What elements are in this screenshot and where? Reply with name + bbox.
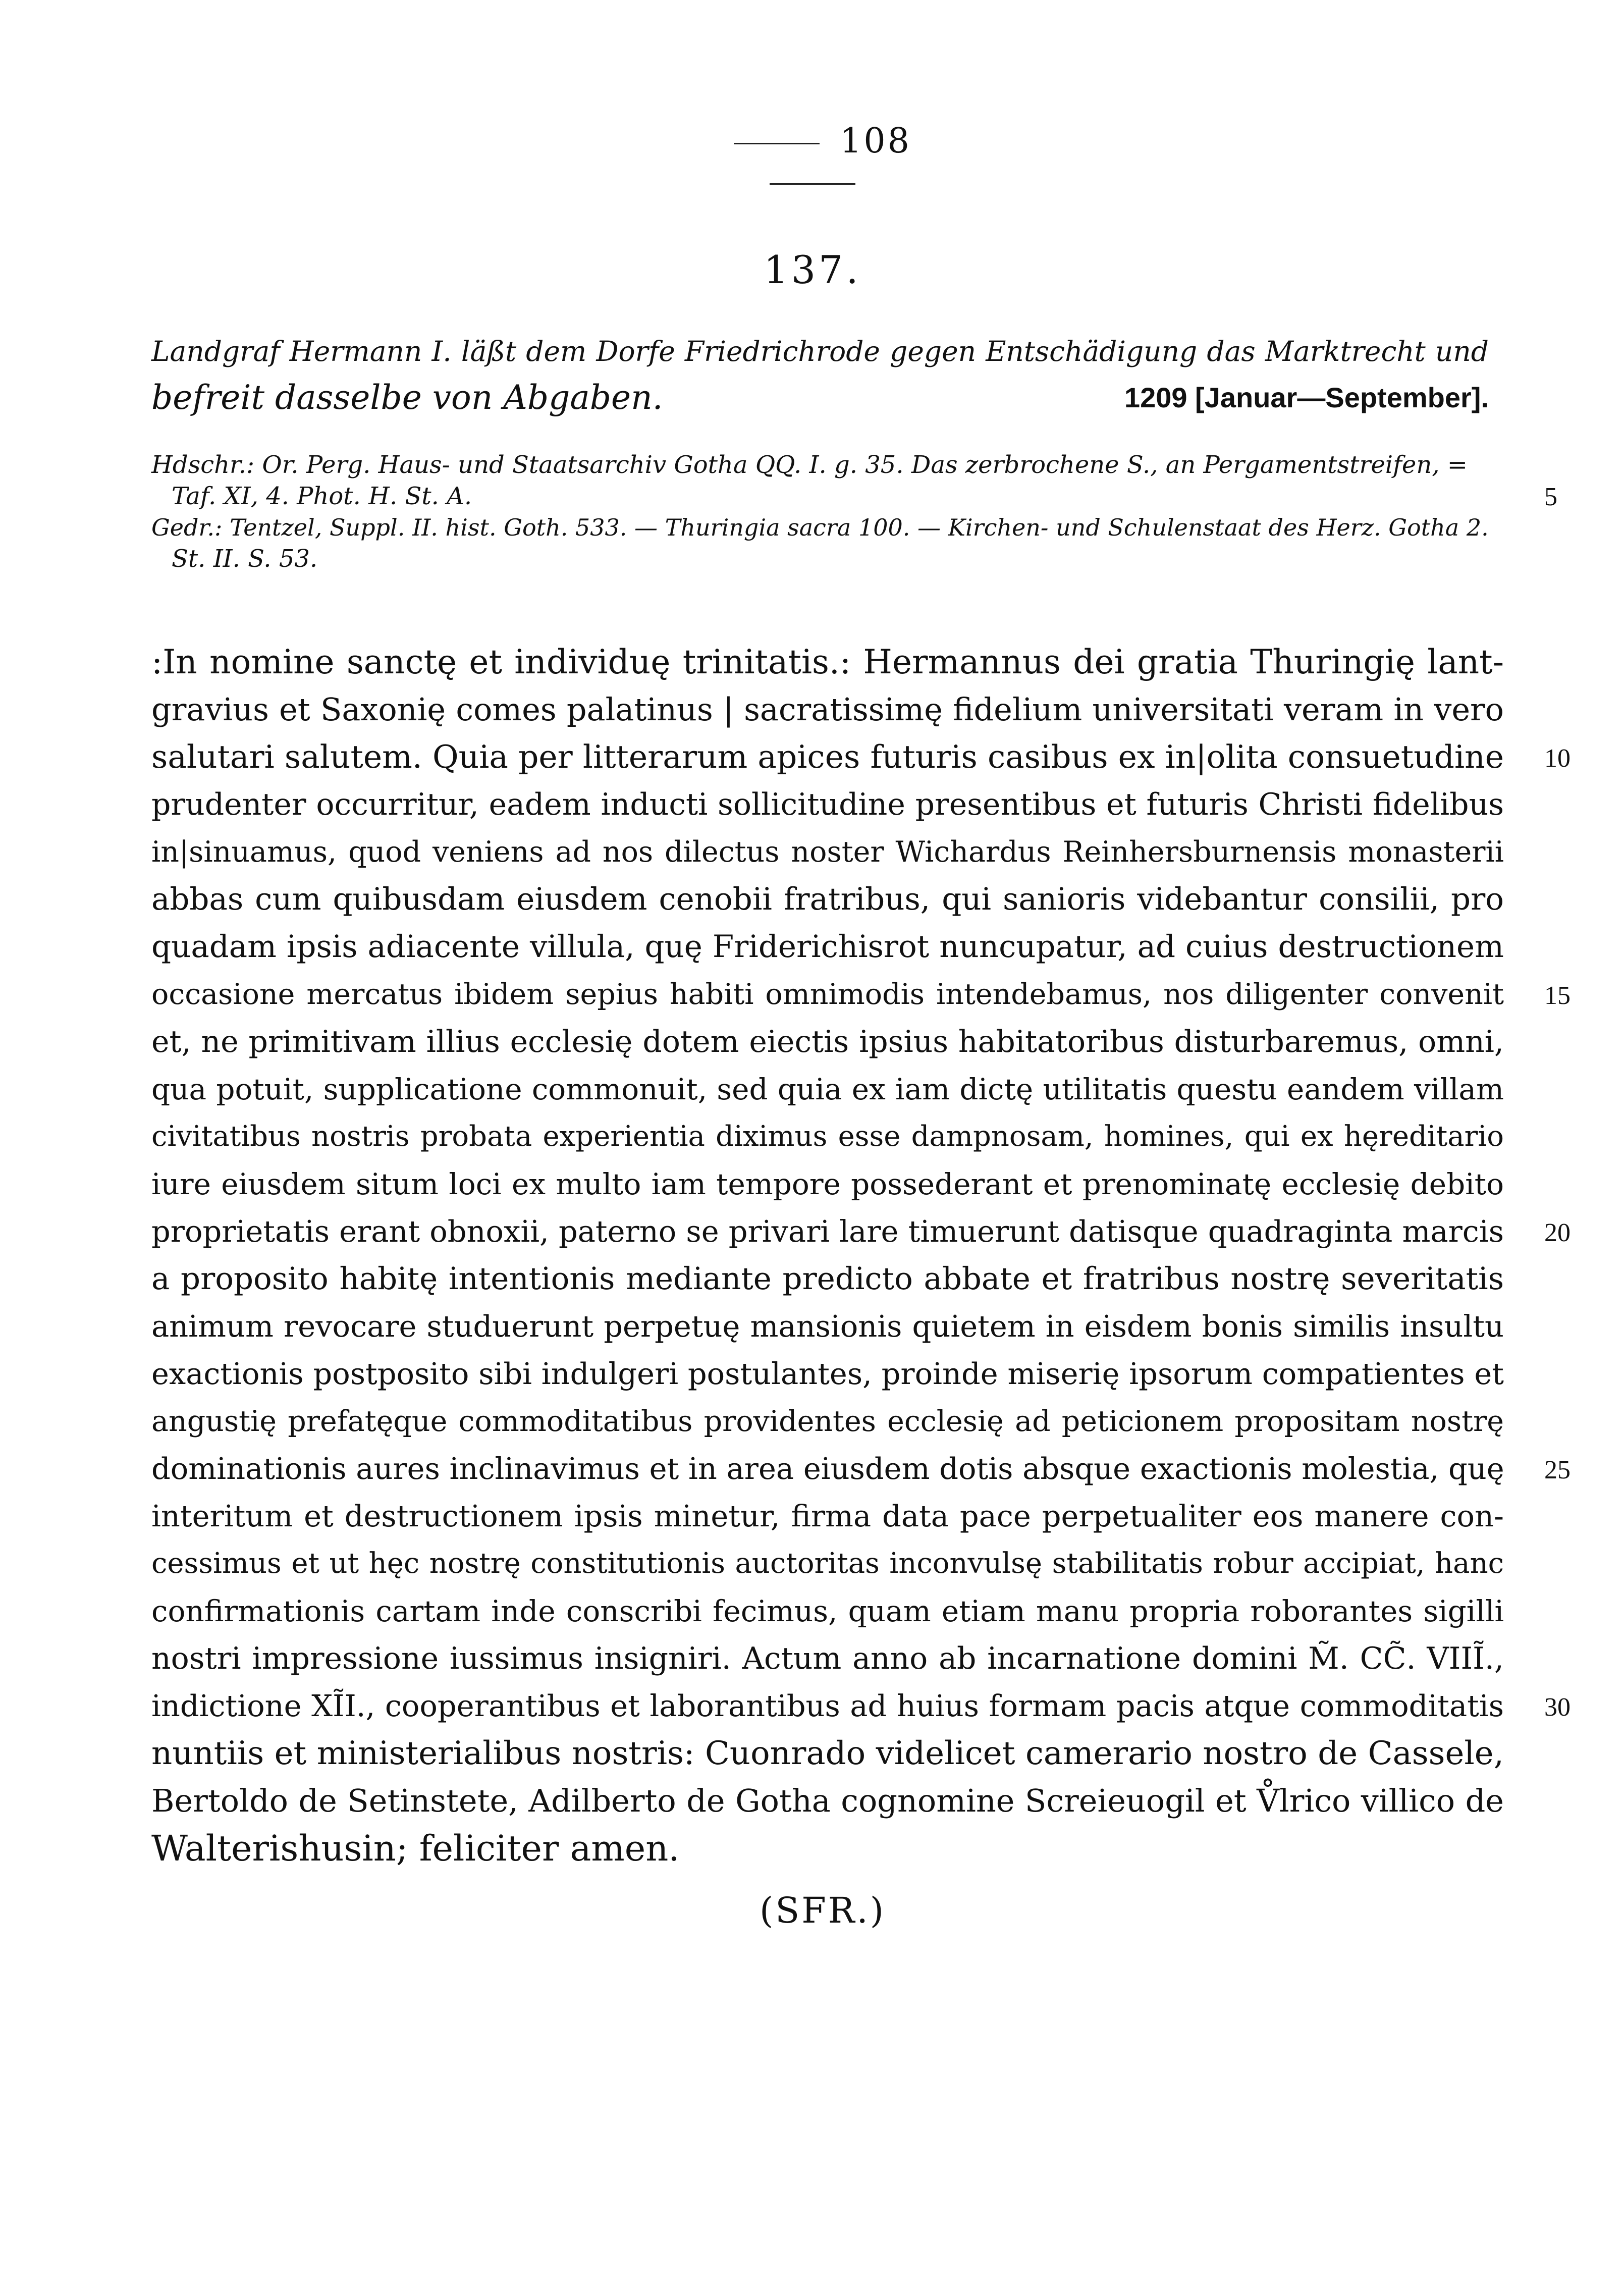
text-line: angustię prefatęque commoditatibus providentes ecclesię ad peticionem propositam nostrę [151, 1405, 1504, 1438]
text-line: confirmationis cartam inde conscribi fecimus, quam etiam manu propria roborantes sigilli [151, 1594, 1504, 1628]
text-line: a proposito habitę intentionis mediante predicto abbate et fratribus nostrę severitatis [151, 1261, 1504, 1297]
page-number: 108 [840, 121, 911, 161]
seal-note: (SFR.) [759, 1890, 886, 1931]
regest-line-2: befreit dasselbe von Abgaben. [151, 378, 663, 417]
text-line: proprietatis erant obnoxii, paterno se privari lare timuerunt datisque quadraginta marcis [151, 1214, 1504, 1249]
text-line: gravius et Saxonię comes palatinus | sacratissimę fidelium universitati veram in vero [151, 691, 1504, 728]
line-number-20: 20 [1544, 1218, 1571, 1247]
text-line: prudenter occurritur, eadem inducti sollicitudine presentibus et futuris Christi fidelibus [151, 787, 1504, 822]
header-rule-left [734, 143, 820, 144]
text-line: Bertoldo de Setinstete, Adilberto de Gotha cognomine Screieuogil et V̊lrico villico de [151, 1782, 1504, 1819]
note-line: Taf. XI, 4. Phot. H. St. A. [172, 482, 472, 510]
line-number-15: 15 [1544, 981, 1571, 1010]
header-rule-right [770, 183, 855, 185]
text-line: quadam ipsis adiacente villula, quę Friderichisrot nuncupatur, ad cuius destructionem [151, 929, 1504, 965]
text-line: dominationis aures inclinavimus et in area eiusdem dotis absque exactionis molestia, quę [151, 1451, 1504, 1486]
regest-line-1: Landgraf Hermann I. läßt dem Dorfe Friedrichrode gegen Entschädigung das Marktrecht und [151, 335, 1489, 367]
text-line: cessimus et ut hęc nostrę constitutionis auctoritas inconvulsę stabilitatis robur accipiat, hanc [151, 1547, 1504, 1580]
text-line: :In nomine sanctę et individuę trinitatis.: Hermannus dei gratia Thuringię lant- [151, 643, 1504, 681]
text-line: salutari salutem. Quia per litterarum apices futuris casibus ex in|olita consuetudine [151, 738, 1504, 775]
text-line: exactionis postposito sibi indulgeri postulantes, proinde miserię ipsorum compatientes et [151, 1356, 1504, 1391]
line-number-25: 25 [1544, 1456, 1571, 1484]
text-line: in|sinuamus, quod veniens ad nos dilectus noster Wichardus Reinhersburnensis monasterii [151, 835, 1504, 869]
page-number-header [656, 121, 969, 202]
note-line: St. II. S. 53. [172, 545, 318, 573]
line-number-5: 5 [1544, 483, 1557, 511]
document-date: 1209 [Januar—September]. [1124, 382, 1489, 413]
text-line: iure eiusdem situm loci ex multo iam tempore possederant et prenominatę ecclesię debito [151, 1167, 1504, 1201]
text-line: interitum et destructionem ipsis minetur, firma data pace perpetualiter eos manere con- [151, 1499, 1504, 1533]
line-number-10: 10 [1544, 744, 1571, 773]
text-line: qua potuit, supplicatione commonuit, sed quia ex iam dictę utilitatis questu eandem villam [151, 1072, 1504, 1106]
text-line: occasione mercatus ibidem sepius habiti omnimodis intendebamus, nos diligenter convenit [151, 978, 1504, 1011]
regest [151, 328, 1489, 421]
text-line: indictione XĨI., cooperantibus et laborantibus ad huius formam pacis atque commoditatis [151, 1688, 1504, 1723]
text-line: et, ne primitivam illius ecclesię dotem eiectis ipsius habitatoribus disturbaremus, omni, [151, 1024, 1504, 1059]
text-line: abbas cum quibusdam eiusdem cenobii fratribus, qui sanioris videbantur consilii, pro [151, 881, 1504, 917]
note-line: Gedr.: Tentzel, Suppl. II. hist. Goth. 533. — Thuringia sacra 100. — Kirchen- und Schulenstaat des Herz. Gotha 2. [151, 514, 1489, 541]
text-line: animum revocare studuerunt perpetuę mansionis quietem in eisdem bonis similis insultu [151, 1309, 1504, 1344]
document-number: 137. [764, 247, 861, 292]
text-line: Walterishusin; feliciter amen. [151, 1828, 680, 1869]
note-line: Hdschr.: Or. Perg. Haus- und Staatsarchiv Gotha QQ. I. g. 35. Das zerbrochene S., an Pergamentstreifen, = [151, 451, 1468, 479]
line-number-30: 30 [1544, 1693, 1571, 1722]
text-line: civitatibus nostris probata experientia diximus esse dampnosam, homines, qui ex hęreditario [151, 1120, 1504, 1153]
text-line: nostri impressione iussimus insigniri. Actum anno ab incarnatione domini M̃. CC̃. VIIĨ., [151, 1641, 1504, 1676]
text-line: nuntiis et ministerialibus nostris: Cuonrado videlicet camerario nostro de Cassele, [151, 1735, 1504, 1772]
